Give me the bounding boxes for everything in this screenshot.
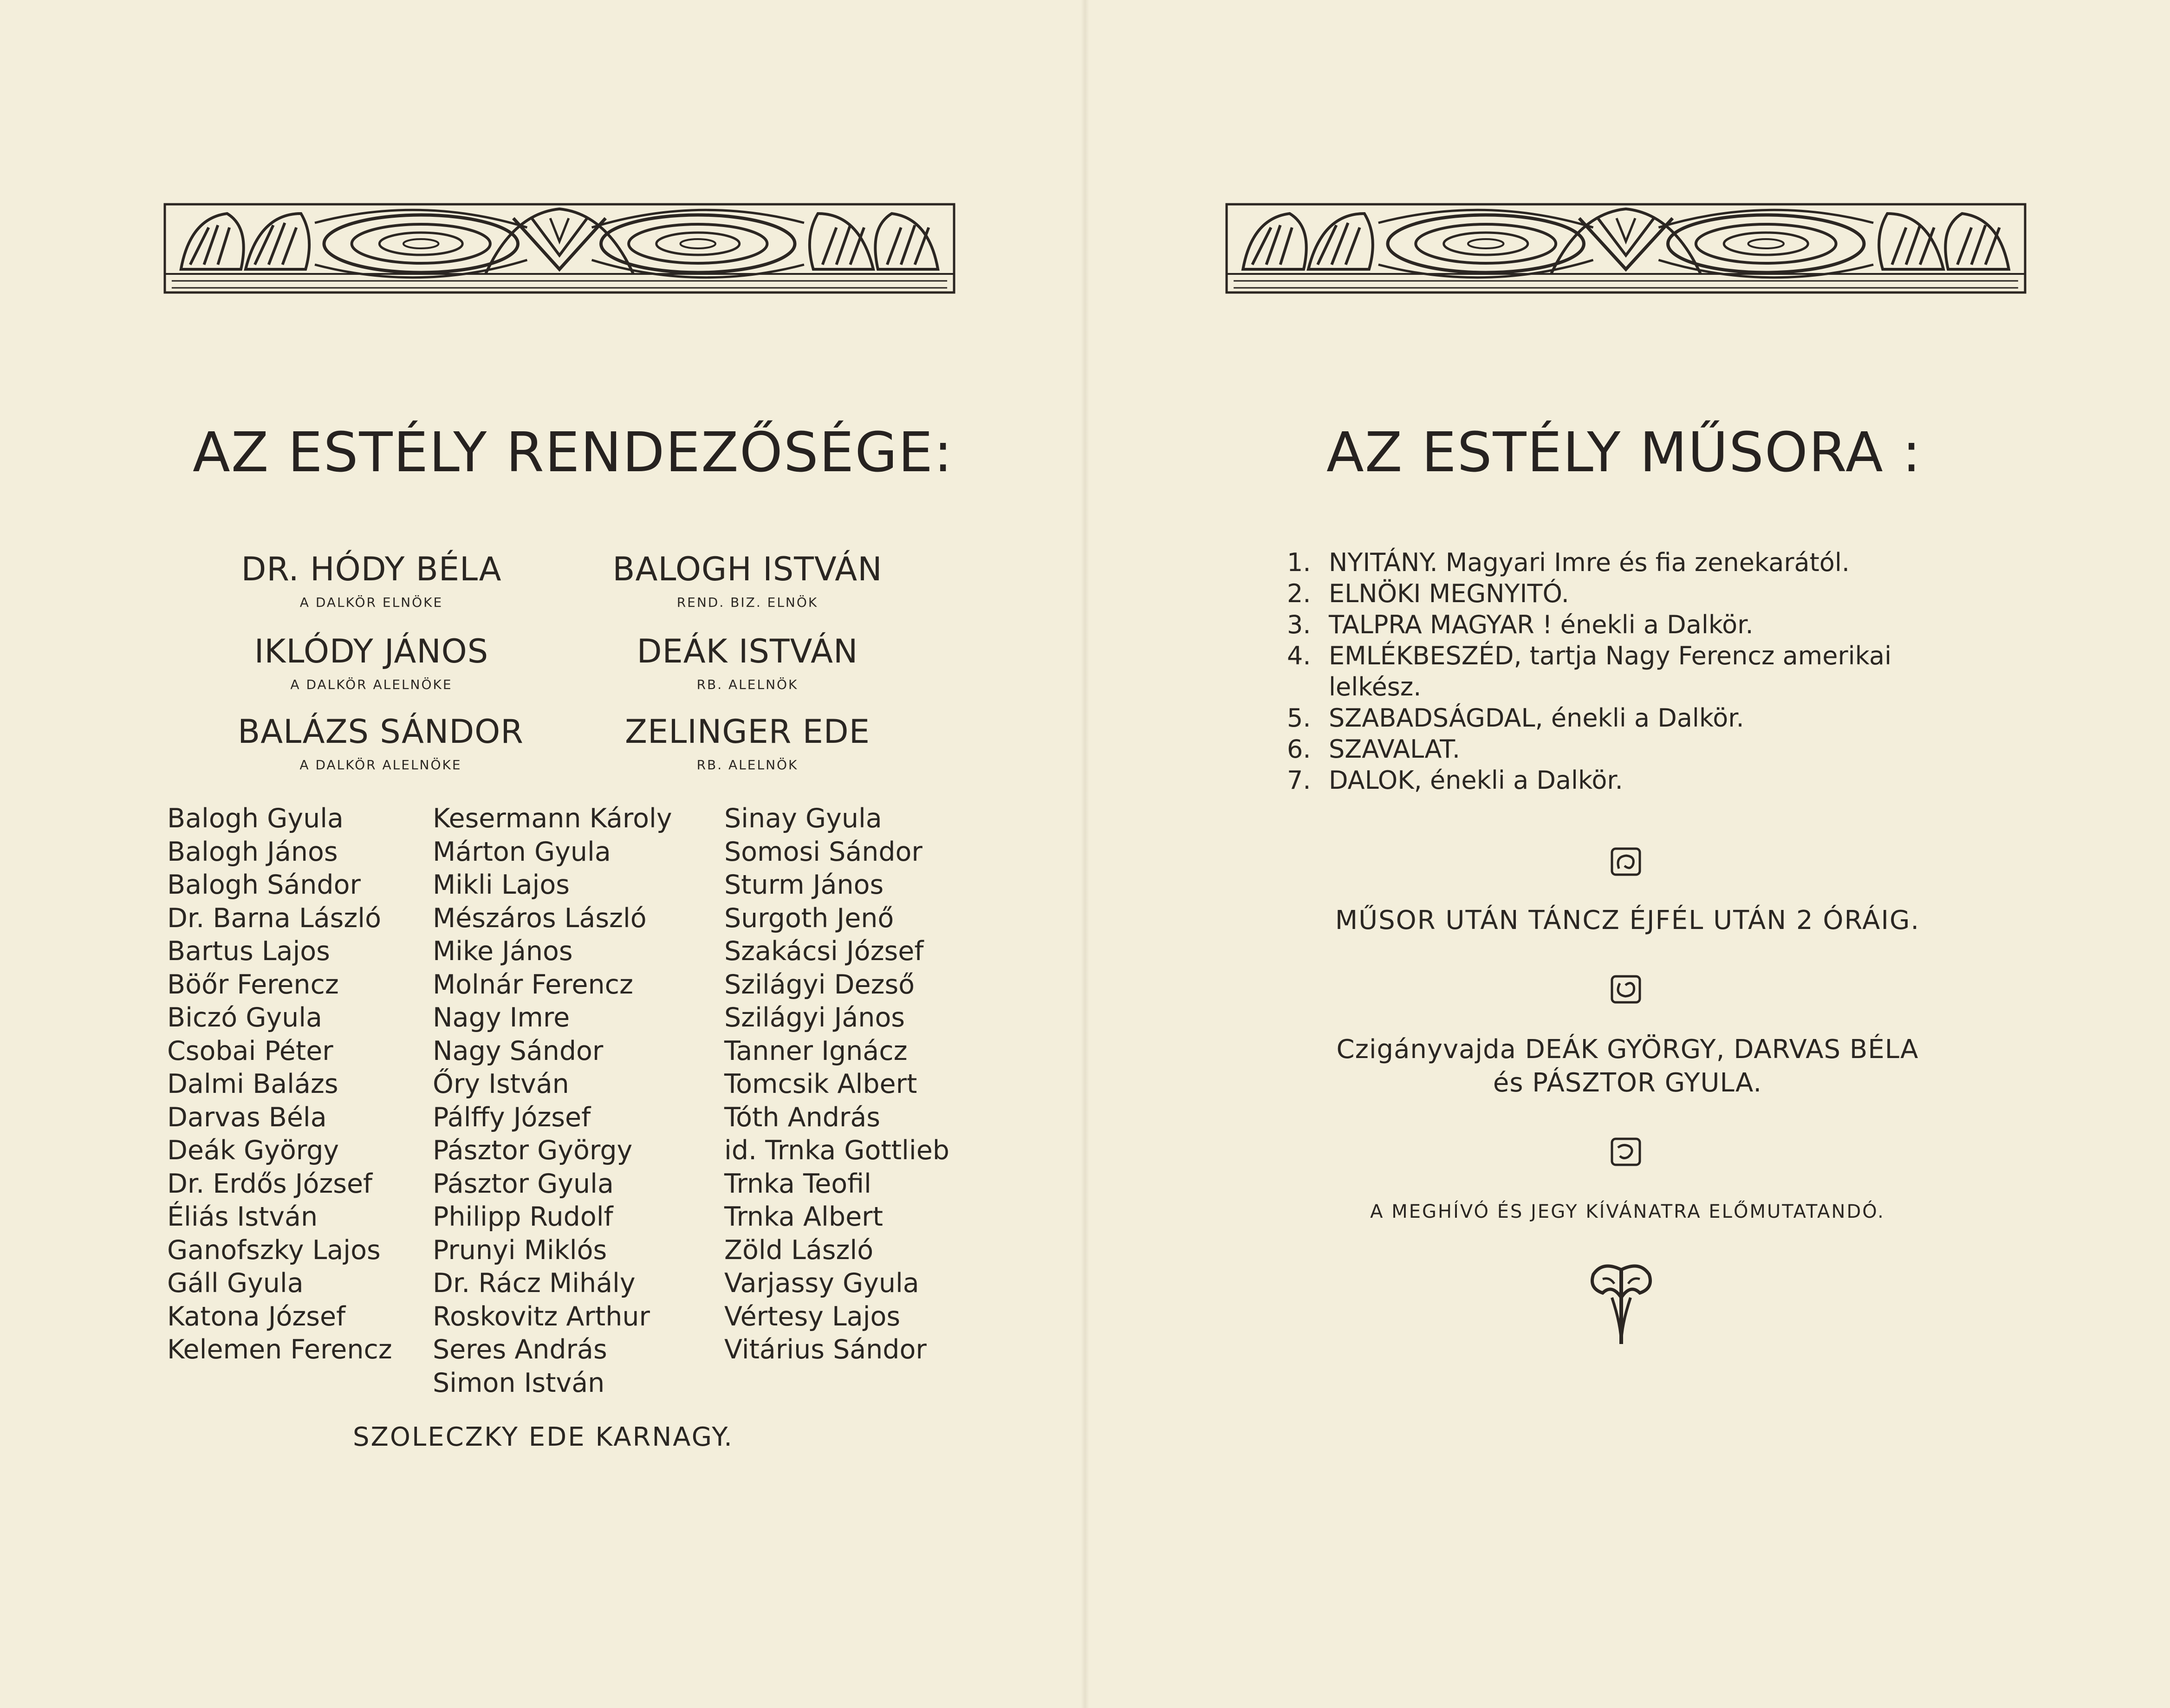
member-name: Szilágyi János (724, 1002, 905, 1033)
officer-committee-vice (599, 632, 896, 692)
member-name: Dr. Rácz Mihály (433, 1268, 636, 1299)
member-name: Őry István (433, 1069, 569, 1099)
member-name: Katona József (167, 1301, 346, 1332)
member-name: Zöld László (724, 1234, 874, 1266)
member-name: Balogh Sándor (167, 870, 361, 900)
member-name: Trnka Teofil (724, 1168, 871, 1199)
right-page (1085, 0, 2170, 1708)
member-name: Balogh Gyula (167, 803, 344, 834)
band-line: Czigányvajda DEÁK GYÖRGY, DARVAS BÉLA (1336, 1034, 1919, 1065)
officer-role: RB. ALELNÖK (696, 757, 799, 773)
member-name: Ganofszky Lajos (167, 1234, 381, 1266)
officer-name: ZELINGER EDE (625, 713, 870, 751)
officer-role: A DALKÖR ALELNÖKE (299, 757, 462, 773)
officer-vice-president-2 (227, 713, 534, 773)
member-name: Pásztor Gyula (433, 1168, 614, 1199)
scroll-ornament-icon (1610, 1137, 1642, 1167)
program-number: 5. (1287, 703, 1311, 733)
member-name: Vértesy Lajos (724, 1301, 901, 1332)
program-number: 1. (1287, 548, 1311, 577)
officer-committee-vice-2 (599, 713, 896, 773)
member-name: Dr. Erdős József (167, 1168, 373, 1199)
officer-name: DR. HÓDY BÉLA (241, 550, 502, 588)
member-name: Sturm János (724, 870, 884, 900)
dance-notice: MŰSOR UTÁN TÁNCZ ÉJFÉL UTÁN 2 ÓRÁIG. (1335, 905, 1920, 935)
officer-name: IKLÓDY JÁNOS (254, 632, 489, 670)
member-name: Nagy Imre (433, 1002, 570, 1033)
program-text: SZAVALAT. (1329, 734, 1460, 764)
program-item (1287, 547, 1891, 578)
member-name: Tanner Ignácz (724, 1035, 908, 1066)
program-text: NYITÁNY. Magyari Imre és fia zenekarától. (1329, 548, 1850, 577)
member-name: Csobai Péter (167, 1035, 333, 1066)
band-line: és PÁSZTOR GYULA. (1493, 1068, 1762, 1098)
scroll-ornament-icon (1610, 846, 1642, 877)
program-item (1287, 702, 1891, 734)
art-nouveau-ornament-icon (1224, 200, 2027, 297)
program-item (1287, 578, 1891, 609)
member-name: Seres András (433, 1334, 607, 1365)
program-number: 2. (1287, 579, 1311, 608)
member-name: Mikli Lajos (433, 870, 570, 900)
officer-role: A DALKÖR ELNÖKE (299, 595, 443, 610)
member-name: Philipp Rudolf (433, 1201, 613, 1232)
member-name: Darvas Béla (167, 1102, 327, 1133)
member-name: Kesermann Károly (433, 803, 672, 834)
program-heading: AZ ESTÉLY MŰSORA : (1326, 420, 1922, 484)
program-text: DALOK, énekli a Dalkör. (1329, 766, 1623, 795)
member-name: Roskovitz Arthur (433, 1301, 650, 1332)
art-nouveau-ornament-icon (162, 200, 956, 297)
officer-name: BALOGH ISTVÁN (612, 550, 883, 588)
member-name: Simon István (433, 1367, 605, 1398)
scroll-ornament-icon (1610, 974, 1642, 1005)
member-name: id. Trnka Gottlieb (724, 1135, 949, 1166)
member-name: Balogh János (167, 836, 338, 867)
officer-role: REND. BIZ. ELNÖK (676, 595, 819, 610)
member-name: Vitárius Sándor (724, 1334, 927, 1365)
member-name: Dr. Barna László (167, 903, 381, 934)
member-name: Deák György (167, 1135, 339, 1166)
officer-committee-chair (599, 550, 896, 610)
member-name: Kelemen Ferencz (167, 1334, 392, 1365)
program-number: 6. (1287, 734, 1311, 764)
members-column-2 (433, 802, 672, 1400)
member-name: Böőr Ferencz (167, 969, 339, 1000)
member-name: Pálffy József (433, 1102, 591, 1133)
band-leaders (1085, 1033, 2170, 1100)
program-item (1287, 609, 1891, 640)
member-name: Szilágyi Dezső (724, 969, 915, 1000)
program-item (1287, 640, 1891, 671)
art-nouveau-emblem-icon (1584, 1256, 1658, 1349)
member-name: Mike János (433, 936, 573, 967)
member-name: Tóth András (724, 1102, 880, 1133)
program-text: TALPRA MAGYAR ! énekli a Dalkör. (1329, 610, 1754, 639)
officer-name: BALÁZS SÁNDOR (238, 713, 524, 751)
member-name: Márton Gyula (433, 836, 611, 867)
member-name: Somosi Sándor (724, 836, 923, 867)
member-name: Nagy Sándor (433, 1035, 604, 1066)
member-name: Tomcsik Albert (724, 1069, 917, 1099)
program-list (1287, 547, 1891, 796)
member-name: Biczó Gyula (167, 1002, 322, 1033)
officer-role: A DALKÖR ALELNÖKE (290, 677, 453, 692)
officer-name: DEÁK ISTVÁN (637, 632, 858, 670)
program-text: SZABADSÁGDAL, énekli a Dalkör. (1329, 703, 1744, 733)
members-column-3 (724, 802, 949, 1367)
member-name: Surgoth Jenő (724, 903, 894, 934)
members-column-1 (167, 802, 392, 1367)
member-name: Szakácsi József (724, 936, 924, 967)
conductor-line: SZOLECZKY EDE KARNAGY. (353, 1422, 734, 1452)
officer-vice-president (227, 632, 515, 692)
member-name: Éliás István (167, 1201, 318, 1232)
organizers-heading: AZ ESTÉLY RENDEZŐSÉGE: (193, 420, 953, 484)
officer-role: RB. ALELNÖK (696, 677, 799, 692)
member-name: Dalmi Balázs (167, 1069, 338, 1099)
program-item (1287, 734, 1891, 765)
member-name: Trnka Albert (724, 1201, 883, 1232)
member-name: Molnár Ferencz (433, 969, 633, 1000)
member-name: Bartus Lajos (167, 936, 330, 967)
program-number: 3. (1287, 610, 1311, 639)
invitation-notice: A MEGHÍVÓ ÉS JEGY KÍVÁNATRA ELŐMUTATANDÓ. (1370, 1201, 1885, 1222)
program-text-continuation: lelkész. (1329, 672, 1422, 701)
officer-president (227, 550, 515, 610)
member-name: Gáll Gyula (167, 1268, 304, 1299)
program-item (1287, 765, 1891, 796)
program-number: 4. (1287, 641, 1311, 670)
program-text: EMLÉKBESZÉD, tartja Nagy Ferencz amerikai (1329, 641, 1892, 670)
program-text: ELNÖKI MEGNYITÓ. (1329, 579, 1569, 608)
member-name: Varjassy Gyula (724, 1268, 919, 1299)
member-name: Prunyi Miklós (433, 1234, 607, 1266)
member-name: Sinay Gyula (724, 803, 882, 834)
member-name: Mészáros László (433, 903, 647, 934)
member-name: Pásztor György (433, 1135, 633, 1166)
program-number: 7. (1287, 766, 1311, 795)
